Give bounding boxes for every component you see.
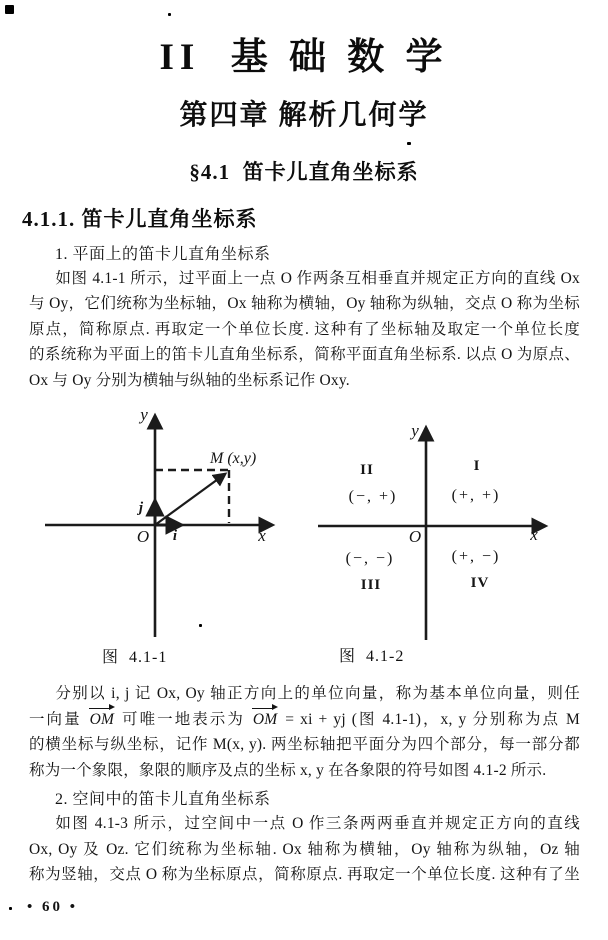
body-line: 分别以 i, j 记 Ox, Oy 轴正方向上的单位向量，称为基本单位向量，则任: [55, 685, 580, 702]
subsection-title: 4.1.1. 笛卡儿直角坐标系: [22, 207, 258, 231]
y-axis-label: y: [140, 405, 148, 424]
body-line: 称为竖轴，交点 O 称为坐标原点，简称原点. 再取定一个单位长度. 这种有了坐: [29, 866, 580, 884]
scan-speck: [5, 5, 14, 14]
figure-cartesian-plane: [35, 404, 300, 642]
scan-speck: [407, 142, 411, 145]
list-item-1-heading: 1. 平面上的笛卡儿直角坐标系: [55, 246, 271, 263]
unit-i-label: i: [172, 528, 178, 544]
y-axis-label: y: [411, 421, 419, 440]
vector-om-text: OM: [89, 710, 115, 728]
body-line: 原点，简称原点. 再取定一个单位长度. 这种有了坐标轴及取定一个单位长度: [29, 320, 580, 338]
body-line: 如图 4.1-3 所示，过空间中一点 O 作三条两两垂直并规定正方向的直线: [55, 815, 580, 832]
text-segment: = xi + yj (图 4.1-1)，x, y 分别称为点 M: [279, 710, 580, 728]
quadrant-3-label: III: [360, 577, 382, 593]
body-line: 称为一个象限，象限的顺序及点的坐标 x, y 在各象限的符号如图 4.1-2 所示.: [29, 762, 547, 780]
quadrant-2-signs: (−, +): [348, 488, 398, 505]
vector-om-notation: [88, 711, 117, 728]
vector-om-notation: [251, 711, 280, 728]
origin-label: O: [408, 527, 422, 546]
origin-label: O: [136, 527, 150, 546]
part-title: II 基 础 数 学: [159, 37, 449, 78]
section-title: §4.1 笛卡儿直角坐标系: [189, 160, 419, 184]
body-line: 的横坐标与纵坐标，记作 M(x, y). 两坐标轴把平面分为四个部分，每一部分都: [29, 736, 580, 754]
chapter-title: 第四章 解析几何学: [179, 100, 429, 131]
body-line-with-vectors: [29, 707, 580, 733]
x-axis-label: x: [258, 526, 266, 545]
list-item-2-heading: 2. 空间中的笛卡儿直角坐标系: [55, 791, 271, 808]
x-axis-label: x: [530, 525, 538, 544]
quadrant-4-signs: (+, −): [451, 548, 501, 565]
paragraph-1: [29, 266, 580, 393]
text-segment: 一向量: [29, 710, 88, 728]
vector-om-text: OM: [252, 710, 278, 728]
body-line: Ox, Oy 及 Oz. 它们统称为坐标轴. Ox 轴称为横轴，Oy 轴称为纵轴，Oz 轴: [29, 840, 580, 858]
scan-speck: [9, 907, 12, 910]
figure1-caption: 图 4.1-1: [102, 649, 168, 666]
body-line: 如图 4.1-1 所示，过平面上一点 O 作两条互相垂直并规定正方向的直线 Ox: [55, 270, 580, 287]
body-line: 的系统称为平面上的笛卡儿直角坐标系，简称平面直角坐标系. 以点 O 为原点、: [29, 346, 580, 364]
quadrant-1-signs: (+, +): [451, 487, 501, 504]
vector-om-arrow: [155, 474, 225, 525]
quadrant-4-label: IV: [470, 575, 490, 591]
text-segment: 可唯一地表示为: [116, 710, 251, 728]
body-line: Ox 与 Oy 分别为横轴与纵轴的坐标系记作 Oxy.: [29, 371, 350, 389]
paragraph-3: [29, 811, 580, 888]
unit-j-label: j: [138, 500, 144, 516]
figure2-caption: 图 4.1-2: [339, 648, 405, 665]
point-m-label: M (x,y): [210, 450, 257, 467]
figure-quadrant-signs: [310, 414, 595, 644]
quadrant-2-label: II: [360, 462, 374, 478]
scan-speck: [168, 13, 171, 16]
quadrant-1-label: I: [473, 458, 481, 474]
body-line: 与 Oy，它们统称为坐标轴，Ox 轴称为横轴，Oy 轴称为纵轴，交点 O 称为坐标: [29, 295, 580, 313]
paragraph-2: [29, 681, 580, 784]
quadrant-3-signs: (−, −): [345, 550, 395, 567]
page-number: • 60 •: [27, 899, 79, 915]
